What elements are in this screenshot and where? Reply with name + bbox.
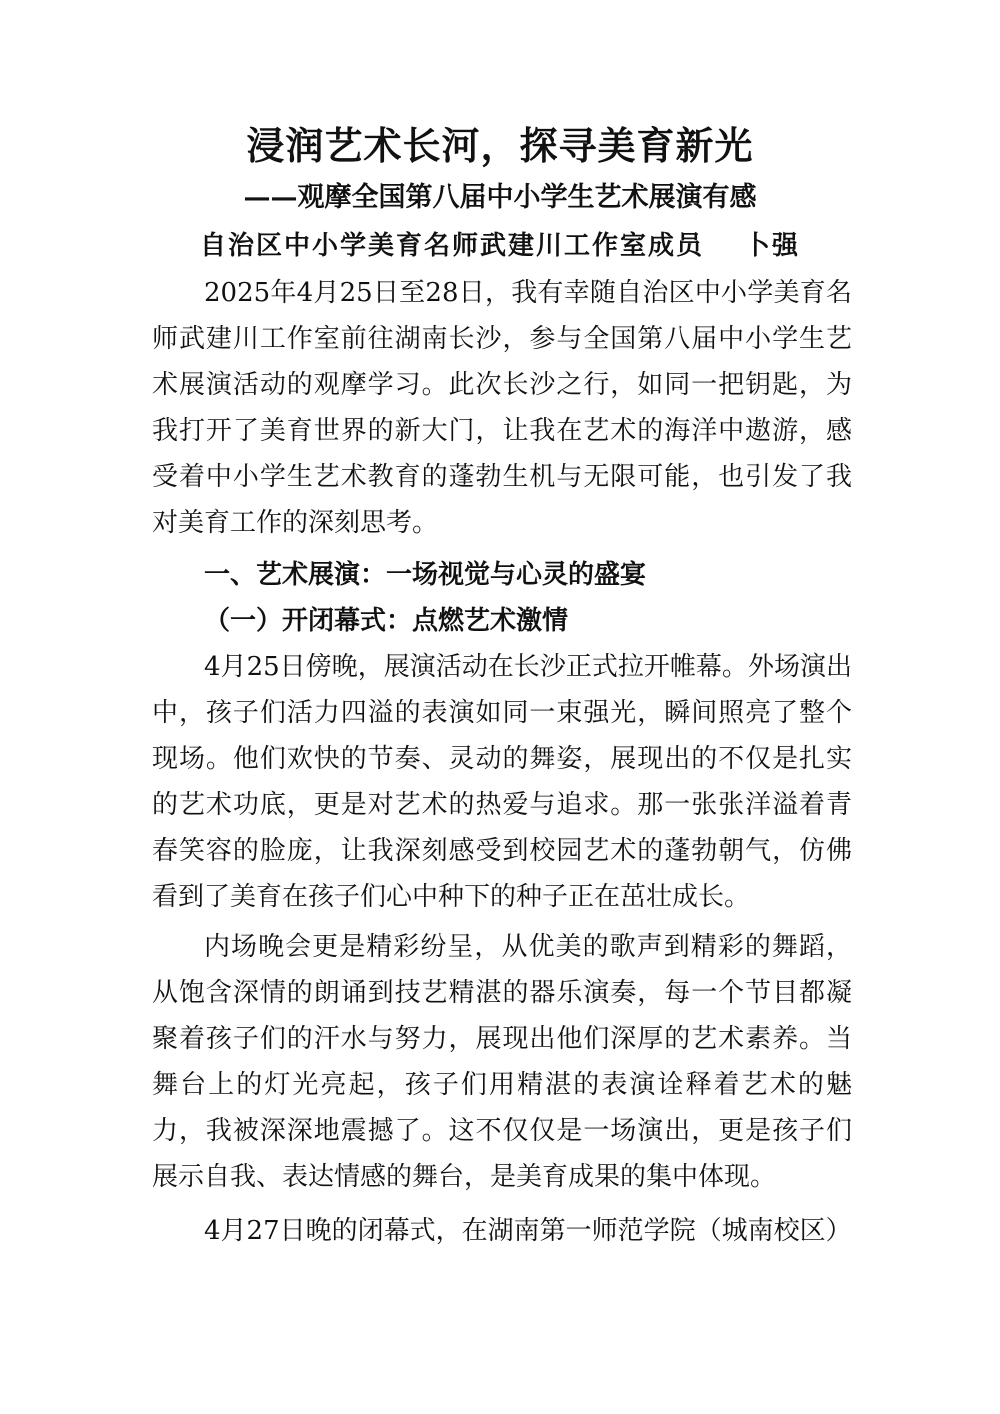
paragraph-opening-ceremony: 4月25日傍晚，展演活动在长沙正式拉开帷幕。外场演出中，孩子们活力四溢的表演如同一束强光，瞬间照亮了整个现场。他们欢快的节奏、灵动的舞姿，展现出的不仅是扎实的艺术功底，更是对艺术的热爱与追求。那一张张洋溢着青春笑容的脸庞，让我深刻感受到校园艺术的蓬勃朝气，仿佛看到了美育在孩子们心中种下的种子正在茁壮成长。 bbox=[152, 652, 852, 912]
paragraph-intro: 2025年4月25日至28日，我有幸随自治区中小学美育名师武建川工作室前往湖南长沙，参与全国第八届中小学生艺术展演活动的观摩学习。此次长沙之行，如同一把钥匙，为我打开了美育世界的新大门，让我在艺术的海洋中遨游，感受着中小学生艺术教育的蓬勃生机与无限可能，也引发了我对美育工作的深刻思考。 bbox=[152, 278, 852, 538]
author-name: 卜强 bbox=[744, 231, 801, 261]
subsection-heading-1: （一）开闭幕式：点燃艺术激情 bbox=[204, 606, 569, 636]
paragraph-closing-ceremony: 4月27日晚的闭幕式，在湖南第一师范学院（城南校区） bbox=[204, 1216, 852, 1246]
section-heading-1: 一、艺术展演：一场视觉与心灵的盛宴 bbox=[204, 560, 647, 590]
document-subtitle: ——观摩全国第八届中小学生艺术展演有感 bbox=[243, 182, 757, 213]
paragraph-indoor-gala: 内场晚会更是精彩纷呈，从优美的歌声到精彩的舞蹈，从饱含深情的朗诵到技艺精湛的器乐演奏，每一个节目都凝聚着孩子们的汗水与努力，展现出他们深厚的艺术素养。当舞台上的灯光亮起，孩子们用精湛的表演诠释着艺术的魅力，我被深深地震撼了。这不仅仅是一场演出，更是孩子们展示自我、表达情感的舞台，是美育成果的集中体现。 bbox=[152, 932, 852, 1192]
author-line bbox=[0, 226, 1000, 266]
document-title: 浸润艺术长河，探寻美育新光 bbox=[246, 123, 754, 168]
author-affiliation: 自治区中小学美育名师武建川工作室成员 bbox=[199, 231, 704, 261]
